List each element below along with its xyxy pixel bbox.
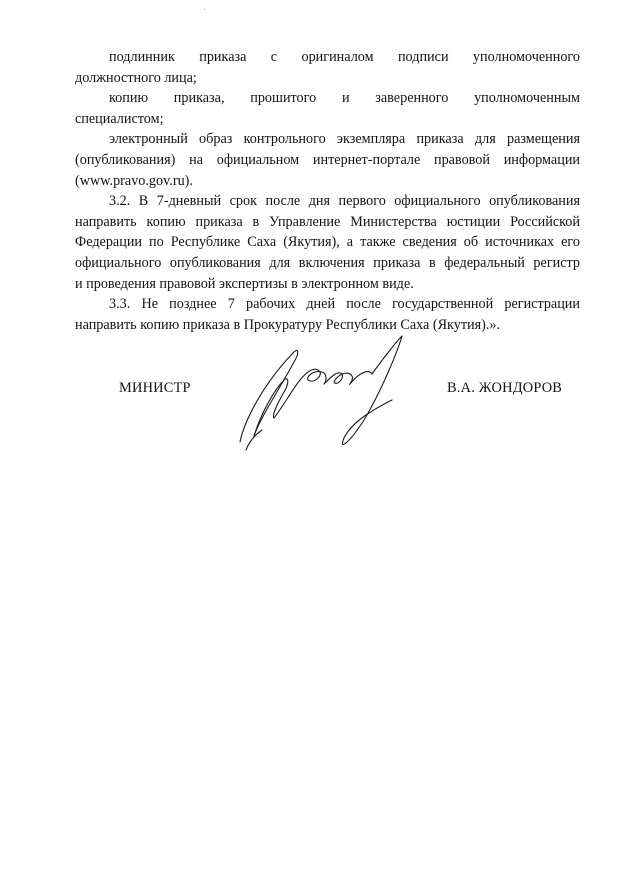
signatory-position: МИНИСТР xyxy=(119,380,191,396)
text-line: специалистом; xyxy=(75,110,164,127)
paragraph-bound-copy xyxy=(75,88,580,129)
text-line: (www.pravo.gov.ru). xyxy=(75,172,193,189)
scan-speck xyxy=(204,9,205,10)
text-line: официального опубликования для включения приказа в федеральный регистр xyxy=(75,254,580,271)
paragraph-original-order xyxy=(75,47,580,88)
text-line: (опубликования) на официальном интернет-портале правовой информации xyxy=(75,151,580,168)
handwritten-signature xyxy=(232,330,422,455)
signatory-name: В.А. ЖОНДОРОВ xyxy=(447,380,563,396)
signature-stroke-letters xyxy=(300,369,372,384)
paragraph-item-3-2 xyxy=(75,191,580,294)
text-line: должностного лица; xyxy=(75,69,197,86)
text-line: 3.2. В 7-дневный срок после дня первого официального опубликования xyxy=(109,193,580,210)
signature-block xyxy=(0,330,640,460)
text-line: и проведения правовой экспертизы в электронном виде. xyxy=(75,275,414,292)
text-line: копию приказа, прошитого и заверенного уполномоченным xyxy=(109,90,580,107)
signature-strokes xyxy=(240,336,402,450)
signature-stroke-hook xyxy=(246,430,262,450)
paragraph-electronic-image xyxy=(75,129,580,191)
text-line: электронный образ контрольного экземпляра приказа для размещения xyxy=(109,131,580,148)
signature-stroke-loop xyxy=(254,379,300,436)
text-line: направить копию приказа в Управление Министерства юстиции Российской xyxy=(75,213,580,230)
signature-stroke-tail xyxy=(342,336,402,444)
text-line: направить копию приказа в Прокуратуру Республики Саха (Якутия).». xyxy=(75,316,501,333)
text-line: 3.3. Не позднее 7 рабочих дней после государственной регистрации xyxy=(109,296,580,313)
document-body xyxy=(75,47,580,335)
text-line: подлинник приказа с оригиналом подписи уполномоченного xyxy=(109,49,580,65)
text-line: Федерации по Республике Саха (Якутия), а также сведения об источниках его xyxy=(75,234,580,251)
